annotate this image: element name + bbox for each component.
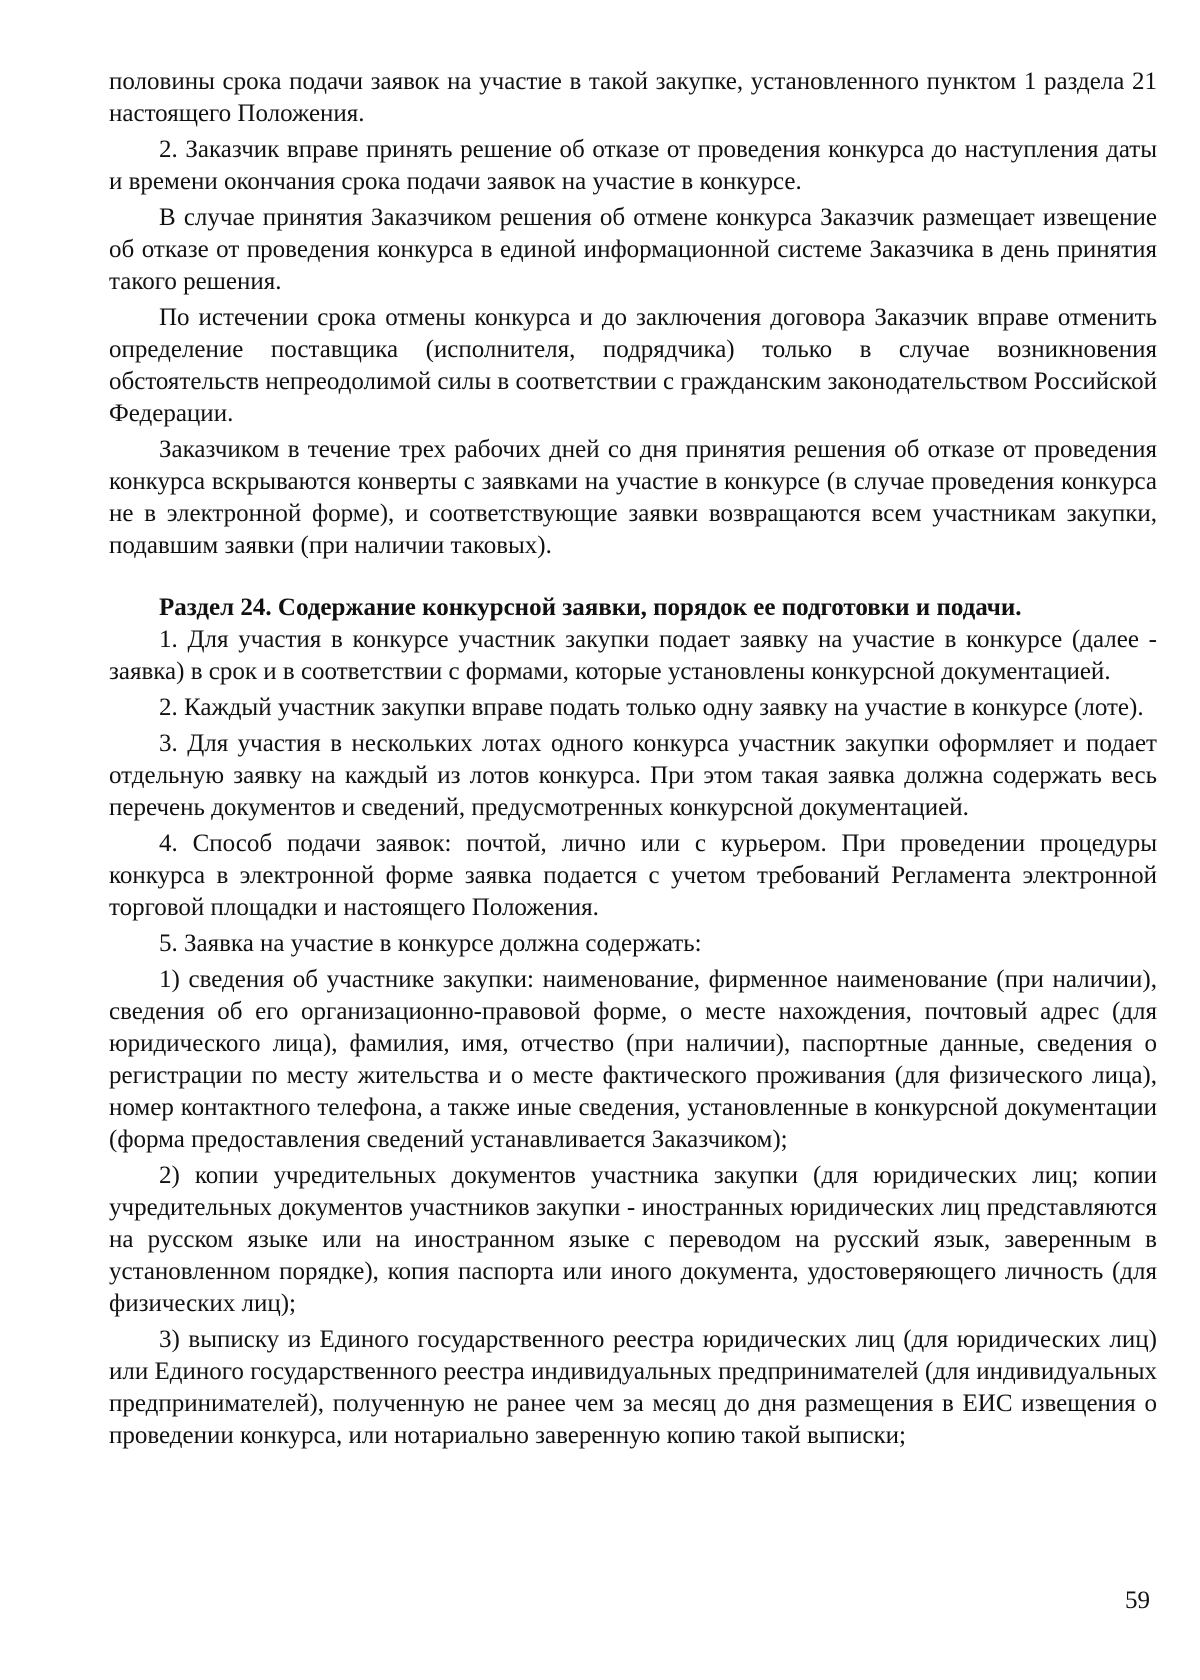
paragraph-subitem-3: 3) выписку из Единого государственного реестра юридических лиц (для юридических лиц) или Единого государственного реестра индивидуальных предпринимателей (для индивидуальных предпринимателей), полученную не ранее чем за месяц до дня размещения в ЕИС извещения о проведении конкурса, или нотариально заверенную копию такой выписки; (109, 1326, 1157, 1449)
section-24 (109, 592, 1157, 1452)
paragraph-cancellation-notice: В случае принятия Заказчиком решения об отмене конкурса Заказчик размещает извещение об отказе от проведения конкурса в единой информационной системе Заказчика в день принятия такого решения. (109, 204, 1157, 295)
paragraph-item-3: 3. Для участия в нескольких лотах одного конкурса участник закупки оформляет и подает отдельную заявку на каждый из лотов конкурса. При этом такая заявка должна содержать весь перечень документов и сведений, предусмотренных конкурсной документацией. (109, 730, 1157, 821)
paragraph-item-4: 4. Способ подачи заявок: почтой, лично или с курьером. При проведении процедуры конкурса в электронной форме заявка подается с учетом требований Регламента электронной торговой площадки и настоящего Положения. (109, 830, 1157, 921)
paragraph-subitem-1: 1) сведения об участнике закупки: наименование, фирменное наименование (при наличии), сведения об его организационно-правовой форме, о месте нахождения, почтовый адрес (для юридического лица), фамилия, имя, отчество (при наличии), паспортные данные, сведения о регистрации по месту жительства и о месте фактического проживания (для физического лица), номер контактного телефона, а также иные сведения, установленные в конкурсной документации (форма предоставления сведений устанавливается Заказчиком); (109, 966, 1157, 1153)
section-heading: Раздел 24. Содержание конкурсной заявки, порядок ее подготовки и подачи. (159, 594, 1022, 621)
page-number: 59 (1125, 1587, 1150, 1614)
paragraph-item-1: 1. Для участия в конкурсе участник закупки подает заявку на участие в конкурсе (далее - заявка) в срок и в соответствии с формами, которые установлены конкурсной документацией. (109, 626, 1157, 685)
paragraph-force-majeure: По истечении срока отмены конкурса и до заключения договора Заказчик вправе отменить определение поставщика (исполнителя, подрядчика) только в случае возникновения обстоятельств непреодолимой силы в соответствии с гражданским законодательством Российской Федерации. (109, 304, 1157, 427)
document-body (109, 66, 1157, 1452)
paragraph-item-2: 2. Каждый участник закупки вправе подать только одну заявку на участие в конкурсе (лоте). (159, 694, 1144, 721)
paragraph-continuation: половины срока подачи заявок на участие в такой закупке, установленного пунктом 1 раздела 21 настоящего Положения. (109, 68, 1157, 127)
paragraph-item-5: 5. Заявка на участие в конкурсе должна содержать: (159, 930, 702, 957)
paragraph-clause-2: 2. Заказчик вправе принять решение об отказе от проведения конкурса до наступления даты и времени окончания срока подачи заявок на участие в конкурсе. (109, 136, 1157, 195)
paragraph-subitem-2: 2) копии учредительных документов участника закупки (для юридических лиц; копии учредительных документов участников закупки - иностранных юридических лиц представляются на русском языке или на иностранном языке с переводом на русский язык, заверенным в установленном порядке), копия паспорта или иного документа, удостоверяющего личность (для физических лиц); (109, 1162, 1157, 1317)
paragraph-envelope-return: Заказчиком в течение трех рабочих дней со дня принятия решения об отказе от проведения конкурса вскрываются конверты с заявками на участие в конкурсе (в случае проведения конкурса не в электронной форме), и соответствующие заявки возвращаются всем участникам закупки, подавшим заявки (при наличии таковых). (109, 436, 1157, 559)
